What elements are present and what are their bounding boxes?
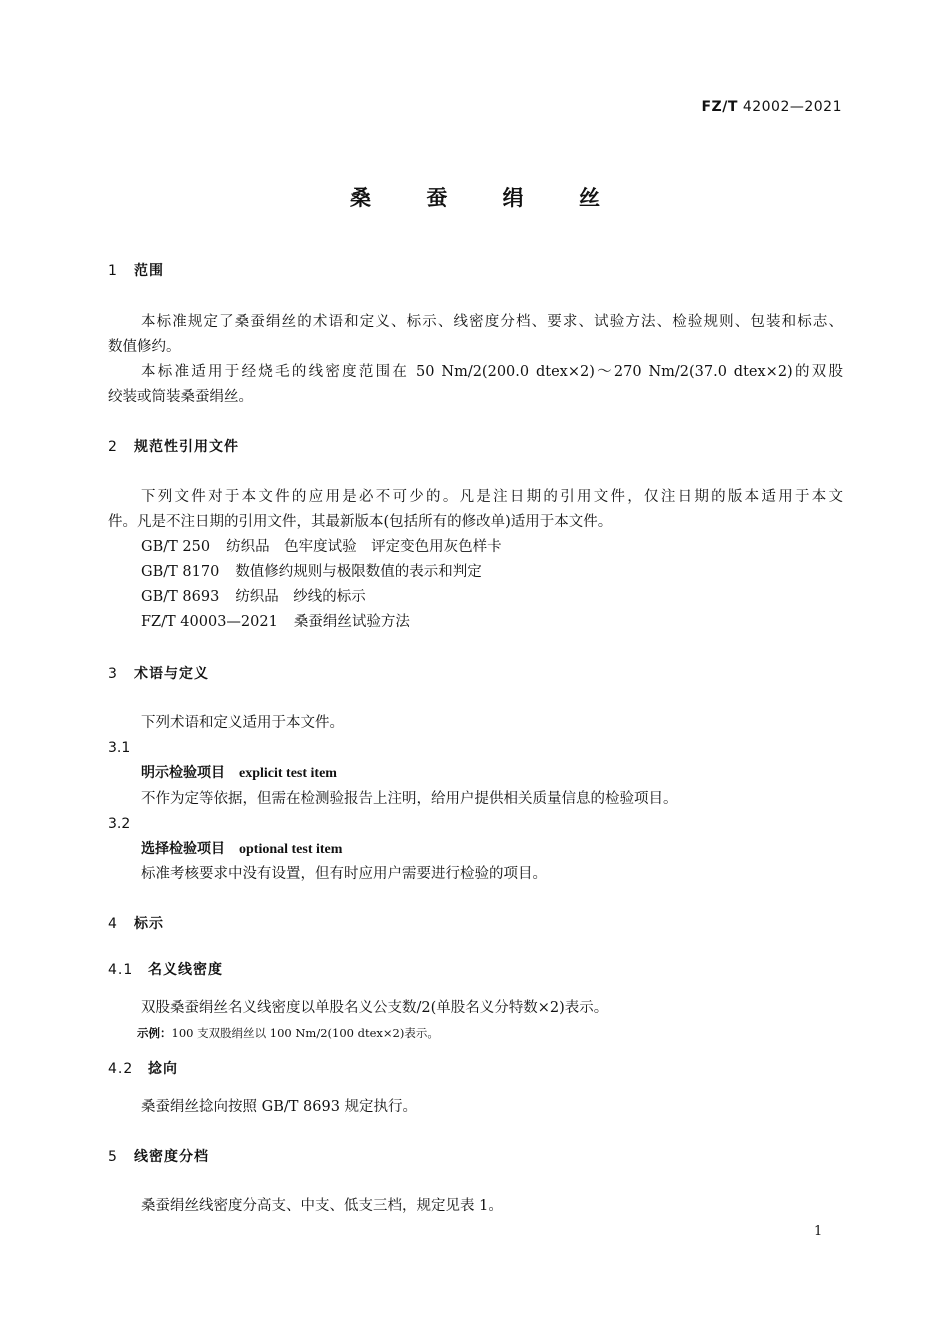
section-1-paragraph-1-line-2: 数值修约。 <box>108 339 181 355</box>
reference-code: GB/T 250 <box>141 539 211 555</box>
section-5-number: 5 <box>108 1149 118 1165</box>
reference-item <box>141 537 502 557</box>
section-4-heading <box>108 914 164 934</box>
section-2-number: 2 <box>108 439 118 455</box>
reference-title: 桑蚕绢丝试验方法 <box>293 614 410 630</box>
section-1-number: 1 <box>108 263 118 279</box>
section-3-number: 3 <box>108 666 118 682</box>
section-2-paragraph-line-2: 件。凡是不注日期的引用文件，其最新版本(包括所有的修改单)适用于本文件。 <box>108 514 613 530</box>
subsection-4-1-text: 双股桑蚕绢丝名义线密度以单股名义公支数/2(单股名义分特数×2)表示。 <box>141 1000 609 1016</box>
subsection-4-2-text: 桑蚕绢丝捻向按照 GB/T 8693 规定执行。 <box>141 1099 418 1115</box>
example-label: 示例： <box>137 1026 172 1040</box>
section-2-heading <box>108 437 239 457</box>
document-code <box>701 99 842 115</box>
subsection-4-1-title: 名义线密度 <box>148 962 223 978</box>
section-1-title: 范围 <box>134 263 164 279</box>
reference-title: 纺织品 纱线的标示 <box>235 589 366 605</box>
document-code-prefix: FZ/T <box>701 99 738 115</box>
section-3-heading <box>108 664 209 684</box>
reference-item <box>141 612 410 632</box>
reference-code: GB/T 8170 <box>141 564 220 580</box>
subsection-4-1-number: 4.1 <box>108 962 134 978</box>
term-name-zh: 选择检验项目 <box>141 841 225 857</box>
reference-title: 纺织品 色牢度试验 评定变色用灰色样卡 <box>226 539 502 555</box>
section-1-heading <box>108 261 164 281</box>
term-name-zh: 明示检验项目 <box>141 765 225 781</box>
reference-code: GB/T 8693 <box>141 589 220 605</box>
subsection-4-2-number: 4.2 <box>108 1061 134 1077</box>
section-4-title: 标示 <box>134 916 164 932</box>
term-definition: 标准考核要求中没有设置，但有时应用户需要进行检验的项目。 <box>141 866 547 882</box>
reference-code: FZ/T 40003—2021 <box>141 614 278 630</box>
section-4-number: 4 <box>108 916 118 932</box>
section-5-heading <box>108 1147 209 1167</box>
section-3-intro: 下列术语和定义适用于本文件。 <box>141 715 344 731</box>
term-number: 3.2 <box>108 816 131 832</box>
term-name <box>141 839 342 860</box>
section-5-text: 桑蚕绢丝线密度分高支、中支、低支三档，规定见表 1。 <box>141 1198 503 1214</box>
reference-item <box>141 562 482 582</box>
section-1-paragraph-1-line-1: 本标准规定了桑蚕绢丝的术语和定义、标示、线密度分档、要求、试验方法、检验规则、包装和标志、 <box>141 314 843 330</box>
term-name <box>141 763 337 784</box>
reference-item <box>141 587 366 607</box>
term-definition: 不作为定等依据，但需在检测验报告上注明，给用户提供相关质量信息的检验项目。 <box>141 791 678 807</box>
subsection-4-1-heading <box>108 960 223 980</box>
document-code-number: 42002—2021 <box>742 99 842 115</box>
example-text: 100 支双股绢丝以 100 Nm/2(100 dtex×2)表示。 <box>171 1026 439 1040</box>
section-3-title: 术语与定义 <box>134 666 209 682</box>
section-2-paragraph-line-1: 下列文件对于本文件的应用是必不可少的。凡是注日期的引用文件，仅注日期的版本适用于本文 <box>141 489 843 505</box>
reference-title: 数值修约规则与极限数值的表示和判定 <box>235 564 482 580</box>
term-name-en: explicit test item <box>239 766 337 781</box>
term-name-en: optional test item <box>239 842 343 857</box>
example-note <box>137 1023 439 1043</box>
term-number: 3.1 <box>108 740 131 756</box>
subsection-4-2-title: 捻向 <box>148 1061 178 1077</box>
page-number: 1 <box>814 1224 823 1239</box>
subsection-4-2-heading <box>108 1059 178 1079</box>
document-title: 桑 蚕 绢 丝 <box>350 186 624 210</box>
section-5-title: 线密度分档 <box>134 1149 209 1165</box>
section-1-paragraph-2-line-2: 绞装或筒装桑蚕绢丝。 <box>108 389 253 405</box>
section-2-title: 规范性引用文件 <box>134 439 239 455</box>
section-1-paragraph-2-line-1: 本标准适用于经烧毛的线密度范围在 50 Nm/2(200.0 dtex×2)～270 Nm/2(37.0 dtex×2)的双股 <box>141 364 843 380</box>
